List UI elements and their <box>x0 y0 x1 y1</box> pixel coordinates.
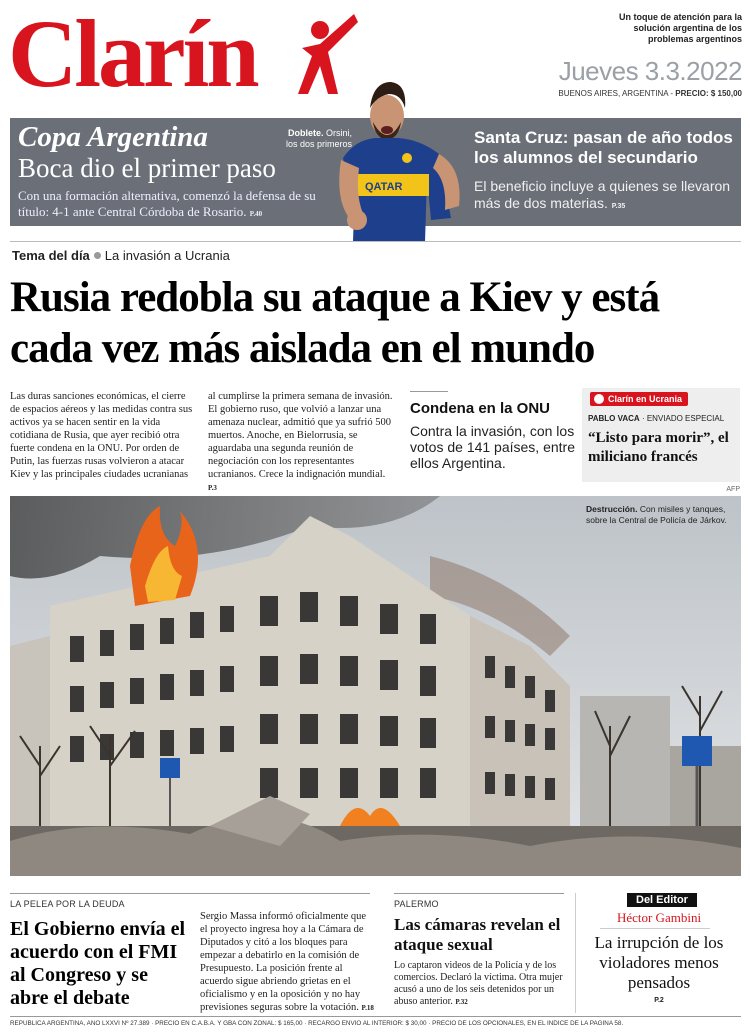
santa-cruz-title[interactable]: Santa Cruz: pasan de año todos los alumnos del secundario <box>474 128 733 167</box>
photo-credit: AFP <box>726 486 740 493</box>
palermo-title[interactable]: Las cámaras revelan el ataque sexual <box>394 915 561 954</box>
editor-name: Héctor Gambini <box>616 910 702 925</box>
editor-title[interactable]: La irrupción de los violadores menos pensados <box>594 933 724 992</box>
ucrania-quote[interactable]: “Listo para morir”, el miliciano francés <box>588 430 729 465</box>
del-editor-badge: Del Editor <box>627 893 697 907</box>
tema-label: Tema del día <box>12 248 90 263</box>
svg-text:QATAR: QATAR <box>365 181 403 193</box>
doblete-label: Doblete. <box>287 128 324 138</box>
divider <box>394 893 564 894</box>
palermo-kicker: PALERMO <box>394 899 439 909</box>
divider <box>600 928 710 929</box>
lead-page-ref: P.3 <box>208 484 217 492</box>
santa-cruz-page-ref: P.35 <box>611 203 626 210</box>
kharkiv-police-building-photo[interactable] <box>10 496 741 876</box>
caption-text: Con misiles y tanques, sobre la Central de Policía de Járkov. <box>586 504 727 525</box>
gobierno-title[interactable]: El Gobierno envía el acuerdo con el FMI al Congreso y se abre el debate <box>10 918 185 1009</box>
lead-column-2 <box>208 390 396 495</box>
ucrania-badge: Clarín en Ucrania <box>590 392 688 406</box>
ucrania-author <box>588 414 724 423</box>
divider <box>10 241 741 242</box>
price-text: PRECIO: $ 150,00 <box>675 89 742 98</box>
palermo-text <box>394 960 566 1008</box>
tagline: Un toque de atención para la solución argentina de los problemas argentinos <box>618 12 742 44</box>
gobierno-page-ref: P.18 <box>361 1004 374 1012</box>
boca-player-image[interactable] <box>335 68 465 242</box>
copa-text-body: Con una formación alternativa, comenzó la defensa de su título: 4-1 ante Central Córdoba de Rosario. <box>18 188 316 219</box>
lead-column-2-body: al cumplirse la primera semana de invasión. El gobierno ruso, que volvió a lanzar una amenaza nuclear, admitió que ya sufrió 500 muertos. Anoche, en Bielorrusia, se aguardaba una segunda reunión de negociación con los representantes ucranianos. Crece la indignación mundial. <box>208 391 393 480</box>
author-role: · ENVIADO ESPECIAL <box>641 414 725 423</box>
palermo-text-body: Lo captaron videos de la Policía y de los comercios. Declaró la víctima. Otra mujer acusó a uno de los seis detenidos por un abuso anterior. <box>394 960 563 1007</box>
lead-column-1: Las duras sanciones económicas, el cierre de espacios aéreos y las medidas contra sus activos ya se hacen sentir en la vida cotidiana de Rusia, que ayer recibió otra fuerte condena en la ONU. Por orden de Putin, las fuerzas rusas volvieron a atacar Kiev y las principales ciudades ucranianas <box>10 391 193 480</box>
doblete-text: Orsini, los dos primeros <box>285 128 352 149</box>
onu-title[interactable]: Condena en la ONU <box>410 400 551 417</box>
caption-label: Destrucción. <box>586 504 638 514</box>
divider <box>10 1016 741 1017</box>
santa-cruz-body: El beneficio incluye a quienes se llevaron más de dos materias. <box>474 178 731 211</box>
editor-page-ref: P.2 <box>654 997 664 1004</box>
main-headline[interactable]: Rusia redobla su ataque a Kiev y está cada vez más aislada en el mundo <box>10 274 660 372</box>
tema-del-dia <box>12 248 230 263</box>
copa-title[interactable]: Copa Argentina <box>18 121 208 153</box>
copa-subtitle[interactable]: Boca dio el primer paso <box>18 153 276 183</box>
copa-page-ref: P.40 <box>249 210 263 218</box>
bullet-icon <box>94 252 101 259</box>
onu-text: Contra la invasión, con los votos de 141 países, entre ellos Argentina. <box>410 423 575 471</box>
edition-place: BUENOS AIRES, ARGENTINA - PRECIO: $ 150,00 <box>558 89 742 98</box>
gobierno-text-body: Sergio Massa informó oficialmente que el proyecto ingresa hoy a la Cámara de Diputados y citó a los bloques para empezar a debatirlo en la comisión de Presupuesto. La posición frente al acuerdo sigue abriendo grietas en el oficialismo y en la oposición y no hay previsiones seguras sobre la votación. <box>200 911 367 1013</box>
place-text: BUENOS AIRES, ARGENTINA <box>558 89 669 98</box>
tema-topic[interactable]: La invasión a Ucrania <box>104 248 230 263</box>
palermo-page-ref: P.32 <box>455 998 468 1006</box>
copa-text <box>18 188 318 222</box>
divider <box>410 391 448 392</box>
footer-imprint: REPUBLICA ARGENTINA, AÑO LXXVI Nº 27.389 · PRECIO EN C.A.B.A. Y GBA CON ZONAL: $ 165,00 · RECARGO ENVIO AL INTERIOR: $ 30,00 · PRECIO DE LOS OPCIONALES, EN EL INDICE DE LA PAGINA 58. <box>10 1020 624 1027</box>
edition-date: Jueves 3.3.2022 <box>558 56 742 86</box>
divider <box>10 893 370 894</box>
photo-caption <box>586 504 738 526</box>
gobierno-kicker: LA PELEA POR LA DEUDA <box>10 899 125 909</box>
clarin-mini-logo-icon <box>594 394 604 404</box>
santa-cruz-text <box>474 178 739 215</box>
clarin-logo[interactable]: Clarín <box>8 0 257 107</box>
gobierno-text <box>200 910 374 1015</box>
author-name: PABLO VACA <box>588 414 640 423</box>
